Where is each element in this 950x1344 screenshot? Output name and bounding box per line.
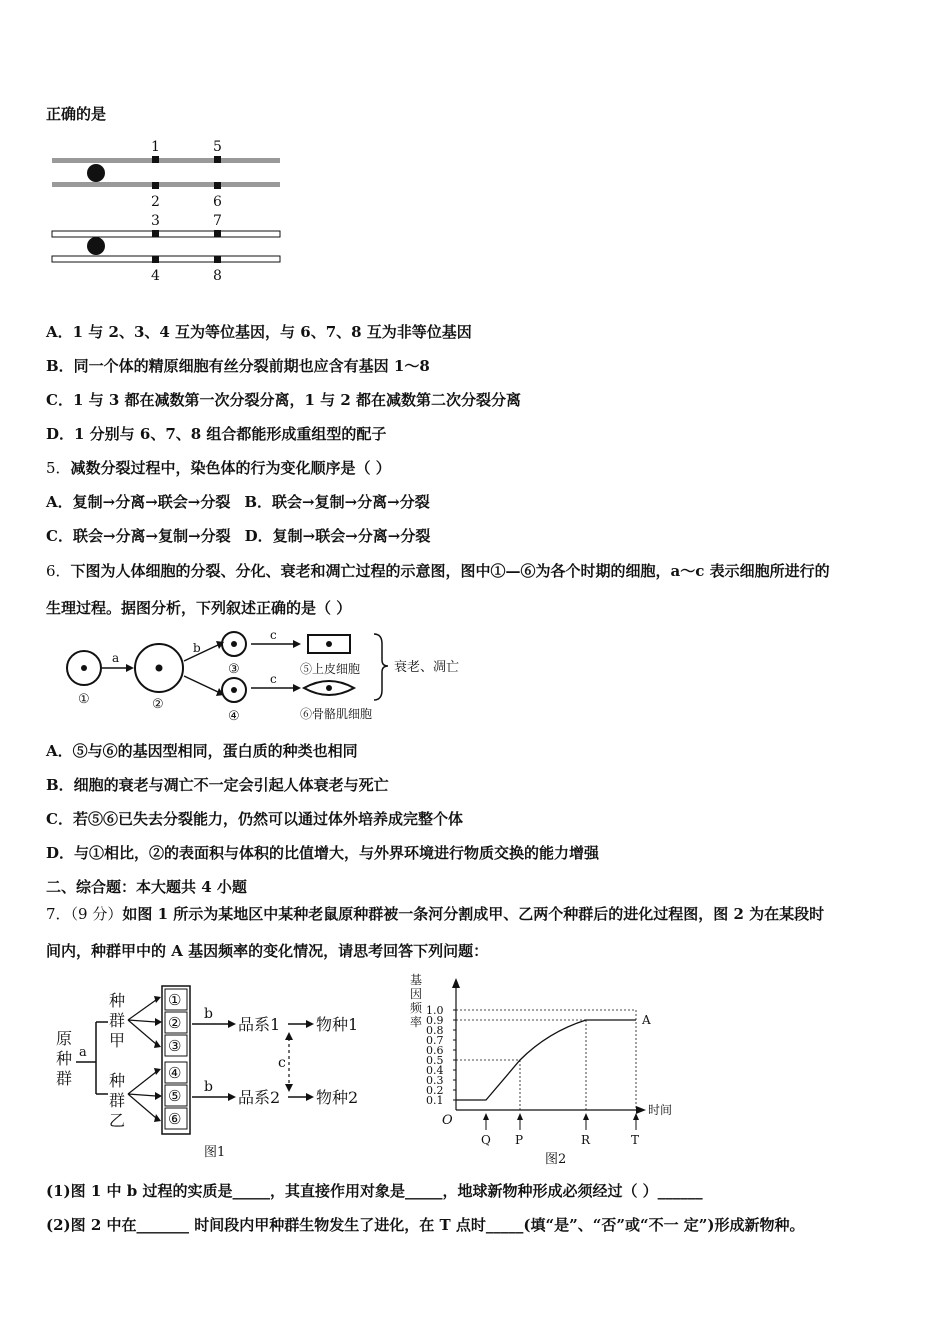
subgroup-4: ④ bbox=[168, 1064, 182, 1082]
q7-points: （9 分） bbox=[70, 905, 123, 923]
centromere bbox=[87, 237, 105, 255]
q7-stem-line2: 间内，种群甲中的 A 基因频率的变化情况，请思考回答下列问题： bbox=[46, 942, 489, 960]
process-a-label: a bbox=[112, 651, 120, 665]
subgroup-6: ⑥ bbox=[168, 1110, 182, 1128]
chromatid-line bbox=[52, 231, 280, 237]
y-tick-label: 0.7 bbox=[426, 1034, 444, 1047]
q5-option-b: B．联会→复制→分离→分裂 bbox=[244, 493, 430, 511]
process-c-label-bottom: c bbox=[270, 672, 277, 686]
subgroup-5: ⑤ bbox=[168, 1087, 182, 1105]
q4-option-c: C．1 与 3 都在减数第一次分裂分离，1 与 2 都在减数第二次分裂分离 bbox=[46, 391, 522, 409]
gene-marker bbox=[152, 256, 159, 263]
x-tick-label: P bbox=[515, 1133, 524, 1147]
chromosome-figure bbox=[48, 136, 288, 286]
figure-2-caption: 图2 bbox=[545, 1152, 567, 1167]
q7-number: 7． bbox=[46, 905, 71, 923]
population-jia-2: 群 bbox=[109, 1011, 126, 1030]
population-yi-3: 乙 bbox=[109, 1111, 126, 1130]
process-b-label-2: b bbox=[204, 1079, 213, 1095]
y-ticks bbox=[426, 1004, 456, 1107]
original-population-3: 群 bbox=[56, 1069, 73, 1088]
gene-frequency-line bbox=[456, 1020, 636, 1100]
population-yi-2: 群 bbox=[109, 1091, 126, 1110]
section-2-header: 二、综合题：本大题共 4 小题 bbox=[46, 878, 247, 896]
x-tick-arrowhead bbox=[483, 1113, 489, 1120]
cell-label-2: ② bbox=[152, 697, 164, 712]
process-b-label-1: b bbox=[204, 1006, 213, 1022]
cell-label-3: ③ bbox=[228, 662, 240, 677]
gene-marker bbox=[214, 230, 221, 237]
process-a-label: a bbox=[79, 1045, 87, 1060]
gene-label-2: 2 bbox=[151, 194, 160, 210]
intro-text: 正确的是 bbox=[46, 105, 107, 123]
original-population-2: 种 bbox=[56, 1049, 73, 1068]
chromatid-line bbox=[52, 182, 280, 187]
y-tick-label: 0.1 bbox=[426, 1094, 444, 1107]
q5-row-1 bbox=[46, 491, 430, 512]
cell-label-5: ⑤上皮细胞 bbox=[300, 662, 361, 676]
q4-option-d: D．1 分别与 6、7、8 组合都能形成重组型的配子 bbox=[46, 425, 387, 443]
x-tick-label: T bbox=[631, 1133, 640, 1147]
gene-marker bbox=[152, 156, 159, 163]
gene-label-4: 4 bbox=[151, 268, 160, 284]
gene-label-7: 7 bbox=[213, 213, 222, 229]
q7-stem-line1 bbox=[46, 903, 824, 924]
q4-option-a: A．1 与 2、3、4 互为等位基因，与 6、7、8 互为非等位基因 bbox=[46, 323, 472, 341]
guide-lines bbox=[456, 1010, 636, 1110]
q4-option-b: B．同一个体的精原细胞有丝分裂前期也应含有基因 1～8 bbox=[46, 357, 430, 375]
x-tick-arrowhead bbox=[583, 1113, 589, 1120]
y-tick-label: 0.2 bbox=[426, 1084, 444, 1097]
species-1: 物种1 bbox=[316, 1015, 359, 1034]
q6-stem-text-1: 下图为人体细胞的分裂、分化、衰老和凋亡过程的示意图，图中①—⑥为各个时期的细胞，a～c 表示细胞所进行的 bbox=[70, 562, 830, 580]
strain-1: 品系1 bbox=[238, 1015, 281, 1034]
subgroup-2: ② bbox=[168, 1014, 182, 1032]
brace bbox=[374, 634, 388, 700]
x-tick-arrowhead bbox=[633, 1113, 639, 1120]
q6-stem-line2: 生理过程。据图分析，下列叙述正确的是（ ） bbox=[46, 599, 352, 617]
q5-option-a: A．复制→分离→联会→分裂 bbox=[46, 493, 231, 511]
x-tick-label: R bbox=[581, 1133, 591, 1147]
strain-2: 品系2 bbox=[238, 1088, 281, 1107]
q5-option-c: C．联会→分离→复制→分裂 bbox=[46, 527, 231, 545]
gene-marker bbox=[214, 156, 221, 163]
y-tick-label: 0.6 bbox=[426, 1044, 444, 1057]
cell-label-6: ⑥骨骼肌细胞 bbox=[300, 707, 373, 721]
figure-2-chart bbox=[400, 972, 700, 1172]
gene-label-5: 5 bbox=[213, 139, 222, 155]
q7-sub-2: (2)图 2 中在_______ 时间段内甲种群生物发生了进化，在 T 点时_____(填“是”、“否”或“不一 定”)形成新物种。 bbox=[46, 1216, 805, 1234]
figure-1-speciation bbox=[52, 982, 382, 1162]
gene-label-6: 6 bbox=[213, 194, 222, 210]
y-tick-label: 1.0 bbox=[426, 1004, 444, 1017]
gene-label-8: 8 bbox=[213, 268, 222, 284]
y-axis-label-3: 频 bbox=[410, 1001, 423, 1015]
q5-stem-text: 减数分裂过程中，染色体的行为变化顺序是（ ） bbox=[70, 459, 391, 477]
chromatid-line bbox=[52, 256, 280, 262]
cell-process-figure bbox=[56, 628, 476, 726]
x-tick-label: Q bbox=[481, 1133, 491, 1147]
gene-marker bbox=[152, 182, 159, 189]
x-ticks bbox=[481, 1113, 639, 1147]
population-yi-1: 种 bbox=[109, 1071, 126, 1090]
chromatid-line bbox=[52, 158, 280, 163]
y-tick-label: 0.4 bbox=[426, 1064, 444, 1077]
cell-label-1: ① bbox=[78, 692, 90, 707]
species-2: 物种2 bbox=[316, 1088, 359, 1107]
y-tick-label: 0.3 bbox=[426, 1074, 444, 1087]
q6-option-a: A．⑤与⑥的基因型相同，蛋白质的种类也相同 bbox=[46, 742, 358, 760]
y-tick-label: 0.5 bbox=[426, 1054, 444, 1067]
subgroup-1: ① bbox=[168, 991, 182, 1009]
gene-label-1: 1 bbox=[151, 139, 160, 155]
y-tick-label: 0.8 bbox=[426, 1024, 444, 1037]
x-axis-label: 时间 bbox=[648, 1103, 673, 1117]
q5-option-d: D．复制→联会→分离→分裂 bbox=[244, 527, 431, 545]
y-axis-label-4: 率 bbox=[410, 1015, 423, 1029]
original-population-1: 原 bbox=[56, 1029, 73, 1048]
gene-marker bbox=[214, 182, 221, 189]
figure-1-caption: 图1 bbox=[204, 1145, 226, 1160]
process-c-label-top: c bbox=[270, 628, 277, 642]
y-axis-label-1: 基 bbox=[410, 973, 423, 987]
q7-sub-1: (1)图 1 中 b 过程的实质是_____，其直接作用对象是_____，地球新物种形成必须经过（ ）______ bbox=[46, 1182, 703, 1200]
q6-option-b: B．细胞的衰老与凋亡不一定会引起人体衰老与死亡 bbox=[46, 776, 389, 794]
subgroup-3: ③ bbox=[168, 1037, 182, 1055]
q6-number: 6． bbox=[46, 562, 71, 580]
gene-marker bbox=[214, 256, 221, 263]
aging-apoptosis-label: 衰老、凋亡 bbox=[394, 660, 460, 675]
q6-stem-line1 bbox=[46, 560, 830, 581]
origin-label: O bbox=[442, 1113, 453, 1128]
series-end-label: A bbox=[642, 1013, 651, 1027]
population-jia-1: 种 bbox=[109, 991, 126, 1010]
q5-row-2 bbox=[46, 525, 430, 546]
centromere bbox=[87, 164, 105, 182]
cell-label-4: ④ bbox=[228, 709, 240, 724]
y-tick-label: 0.9 bbox=[426, 1014, 444, 1027]
gene-marker bbox=[152, 230, 159, 237]
population-jia-3: 甲 bbox=[109, 1031, 126, 1050]
process-c-label: c bbox=[278, 1055, 286, 1071]
q6-option-d: D．与①相比，②的表面积与体积的比值增大，与外界环境进行物质交换的能力增强 bbox=[46, 844, 600, 862]
q7-stem-text-1: 如图 1 所示为某地区中某种老鼠原种群被一条河分割成甲、乙两个种群后的进化过程图，图 2 为在某段时 bbox=[122, 905, 825, 923]
q5-stem bbox=[46, 457, 391, 478]
q6-option-c: C．若⑤⑥已失去分裂能力，仍然可以通过体外培养成完整个体 bbox=[46, 810, 463, 828]
process-b-label: b bbox=[193, 641, 201, 655]
x-tick-arrowhead bbox=[517, 1113, 523, 1120]
gene-label-3: 3 bbox=[151, 213, 160, 229]
y-axis-label-2: 因 bbox=[410, 987, 423, 1001]
q5-number: 5． bbox=[46, 459, 71, 477]
